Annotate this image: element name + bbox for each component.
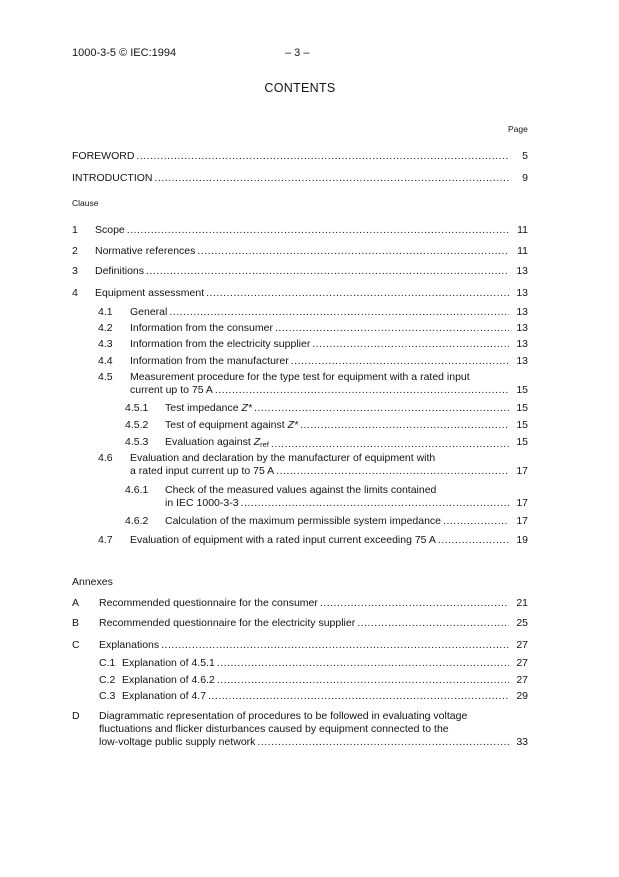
leader-dots — [208, 690, 509, 703]
impedance-symbol: Z — [253, 436, 261, 448]
toc-entry-foreword[interactable] — [72, 150, 512, 163]
toc-page: 13 — [516, 265, 528, 277]
toc-entry-label: Explanation of 4.5.1 — [122, 657, 215, 669]
document-id: 1000-3-5 © IEC:1994 — [72, 47, 177, 59]
toc-entry-label: Definitions — [95, 265, 145, 277]
impedance-symbol: Z* — [241, 402, 252, 414]
clause-number: 2 — [72, 245, 78, 257]
leader-dots — [169, 306, 509, 319]
leader-dots — [127, 224, 509, 237]
leader-dots — [271, 438, 509, 451]
clause-number: 3 — [72, 265, 78, 277]
toc-entry-introduction[interactable] — [72, 172, 512, 185]
leader-dots — [275, 322, 509, 335]
toc-entry-label: INTRODUCTION — [72, 172, 153, 184]
subclause-number: 4.2 — [98, 322, 113, 334]
toc-page: 11 — [517, 245, 528, 257]
leader-dots — [276, 465, 509, 478]
toc-entry-label: Normative references — [95, 245, 196, 257]
toc-entry-general[interactable] — [130, 306, 512, 319]
toc-entry-label-line2: a rated input current up to 75 A — [130, 465, 275, 477]
annex-letter: A — [72, 597, 80, 609]
clause-number: 4 — [72, 287, 78, 299]
annex-letter: C — [72, 639, 80, 651]
leader-dots — [320, 597, 509, 610]
leader-dots — [155, 172, 510, 185]
page-number: – 3 – — [285, 47, 310, 59]
clause-label: Clause — [72, 198, 99, 208]
annex-letter: D — [72, 710, 80, 722]
toc-entry-test-impedance[interactable] — [165, 402, 512, 415]
leader-dots — [300, 419, 509, 432]
toc-entry-label: Information from the manufacturer — [130, 355, 289, 367]
toc-entry-annex-d[interactable] — [99, 710, 512, 749]
toc-entry-label-line3: low-voltage public supply network — [99, 736, 256, 748]
annex-subsection-number: C.1 — [99, 657, 116, 669]
toc-entry-label-line1: Diagrammatic representation of procedures to be followed in evaluating voltage — [99, 710, 468, 722]
toc-page: 33 — [516, 736, 528, 748]
toc-page: 15 — [516, 402, 528, 414]
leader-dots — [254, 402, 509, 415]
subclause-number: 4.5.2 — [125, 419, 149, 431]
toc-entry-info-supplier[interactable] — [130, 338, 512, 351]
leader-dots — [136, 150, 509, 163]
clause-number: 1 — [72, 224, 78, 236]
toc-entry-label: Information from the consumer — [130, 322, 273, 334]
toc-entry-definitions[interactable] — [95, 265, 512, 278]
toc-entry-label: Explanations — [99, 639, 160, 651]
leader-dots — [161, 639, 509, 652]
toc-page: 17 — [516, 515, 528, 527]
toc-entry-evaluation-declaration[interactable] — [130, 452, 512, 478]
toc-entry-label: Evaluation of equipment with a rated input current exceeding 75 A — [130, 534, 436, 546]
subclause-number: 4.6.2 — [125, 515, 149, 527]
toc-entry-label: Explanation of 4.7 — [122, 690, 207, 702]
toc-page: 17 — [516, 465, 528, 477]
toc-entry-label: Test impedance Z* — [165, 402, 252, 414]
annexes-label: Annexes — [72, 576, 113, 588]
toc-page: 17 — [516, 497, 528, 509]
toc-entry-label-line1: Evaluation and declaration by the manufacturer of equipment with — [130, 452, 436, 464]
leader-dots — [206, 287, 509, 300]
toc-entry-info-consumer[interactable] — [130, 322, 512, 335]
leader-dots — [438, 534, 509, 547]
toc-entry-label: Evaluation against $Z_{ref}$ — [165, 436, 269, 449]
toc-page: 27 — [516, 657, 528, 669]
toc-entry-label: Calculation of the maximum permissible system impedance — [165, 515, 442, 527]
toc-entry-label: FOREWORD — [72, 150, 135, 162]
toc-entry-check-measured-values[interactable] — [165, 484, 512, 510]
subclause-number: 4.5.1 — [125, 402, 149, 414]
toc-page: 15 — [516, 419, 528, 431]
toc-page: 9 — [522, 172, 528, 184]
subclause-number: 4.6 — [98, 452, 113, 464]
leader-dots — [241, 497, 509, 510]
toc-entry-c1[interactable] — [122, 657, 512, 670]
subclause-number: 4.5 — [98, 371, 113, 383]
annex-subsection-number: C.2 — [99, 674, 116, 686]
annex-subsection-number: C.3 — [99, 690, 116, 702]
toc-entry-label: Test of equipment against Z* — [165, 419, 299, 431]
toc-entry-equipment-exceeding[interactable] — [130, 534, 512, 547]
toc-entry-evaluation-zref[interactable] — [165, 436, 512, 451]
toc-entry-info-manufacturer[interactable] — [130, 355, 512, 368]
subclause-number: 4.3 — [98, 338, 113, 350]
toc-entry-measurement-procedure[interactable] — [130, 371, 512, 397]
leader-dots — [312, 338, 509, 351]
toc-page: 27 — [516, 639, 528, 651]
toc-page: 13 — [516, 355, 528, 367]
page-title: CONTENTS — [264, 81, 336, 95]
toc-entry-normative-references[interactable] — [95, 245, 512, 258]
toc-entry-annex-a[interactable] — [99, 597, 512, 610]
leader-dots — [146, 265, 509, 278]
toc-page: 13 — [516, 338, 528, 350]
leader-dots — [291, 355, 509, 368]
page-column-label: Page — [508, 124, 528, 134]
toc-page: 5 — [522, 150, 528, 162]
toc-entry-c2[interactable] — [122, 674, 512, 687]
toc-page: 13 — [516, 322, 528, 334]
toc-entry-max-system-impedance[interactable] — [165, 515, 512, 528]
toc-entry-annex-c[interactable] — [99, 639, 512, 652]
toc-entry-label: Recommended questionnaire for the consumer — [99, 597, 318, 609]
toc-page: 21 — [516, 597, 528, 609]
toc-entry-label: Equipment assessment — [95, 287, 205, 299]
toc-page: 13 — [516, 287, 528, 299]
toc-page: 15 — [516, 384, 528, 396]
leader-dots — [215, 384, 509, 397]
leader-dots — [257, 736, 509, 749]
toc-entry-equipment-assessment[interactable] — [95, 287, 512, 300]
annex-letter: B — [72, 617, 80, 629]
toc-entry-test-equipment[interactable] — [165, 419, 512, 432]
toc-entry-label: Recommended questionnaire for the electricity supplier — [99, 617, 356, 629]
toc-entry-label-line1: Measurement procedure for the type test for equipment with a rated input — [130, 371, 470, 383]
leader-dots — [217, 674, 509, 687]
subclause-number: 4.7 — [98, 534, 113, 546]
impedance-subscript: ref — [260, 440, 269, 449]
toc-page: 27 — [516, 674, 528, 686]
toc-page: 11 — [517, 224, 528, 236]
toc-entry-annex-b[interactable] — [99, 617, 512, 630]
impedance-symbol: Z* — [287, 419, 299, 431]
toc-page: 25 — [516, 617, 528, 629]
leader-dots — [217, 657, 509, 670]
toc-entry-label: Explanation of 4.6.2 — [122, 674, 215, 686]
toc-entry-label-line2: current up to 75 A — [130, 384, 213, 396]
toc-page: 19 — [516, 534, 528, 546]
leader-dots — [197, 245, 509, 258]
toc-entry-c3[interactable] — [122, 690, 512, 703]
toc-entry-label: General — [130, 306, 168, 318]
subclause-number: 4.4 — [98, 355, 113, 367]
leader-dots — [443, 515, 509, 528]
toc-entry-label-line2: in IEC 1000-3-3 — [165, 497, 239, 509]
toc-page: 29 — [516, 690, 528, 702]
toc-entry-scope[interactable] — [95, 224, 512, 237]
leader-dots — [357, 617, 509, 630]
toc-entry-label: Scope — [95, 224, 125, 236]
subclause-number: 4.1 — [98, 306, 113, 318]
subclause-number: 4.5.3 — [125, 436, 149, 448]
toc-entry-label: Information from the electricity supplier — [130, 338, 311, 350]
toc-page: 13 — [516, 306, 528, 318]
subclause-number: 4.6.1 — [125, 484, 149, 496]
toc-entry-label-line2: fluctuations and flicker disturbances caused by equipment connected to the — [99, 723, 449, 735]
toc-page: 15 — [516, 436, 528, 448]
toc-entry-label-line1: Check of the measured values against the limits contained — [165, 484, 437, 496]
